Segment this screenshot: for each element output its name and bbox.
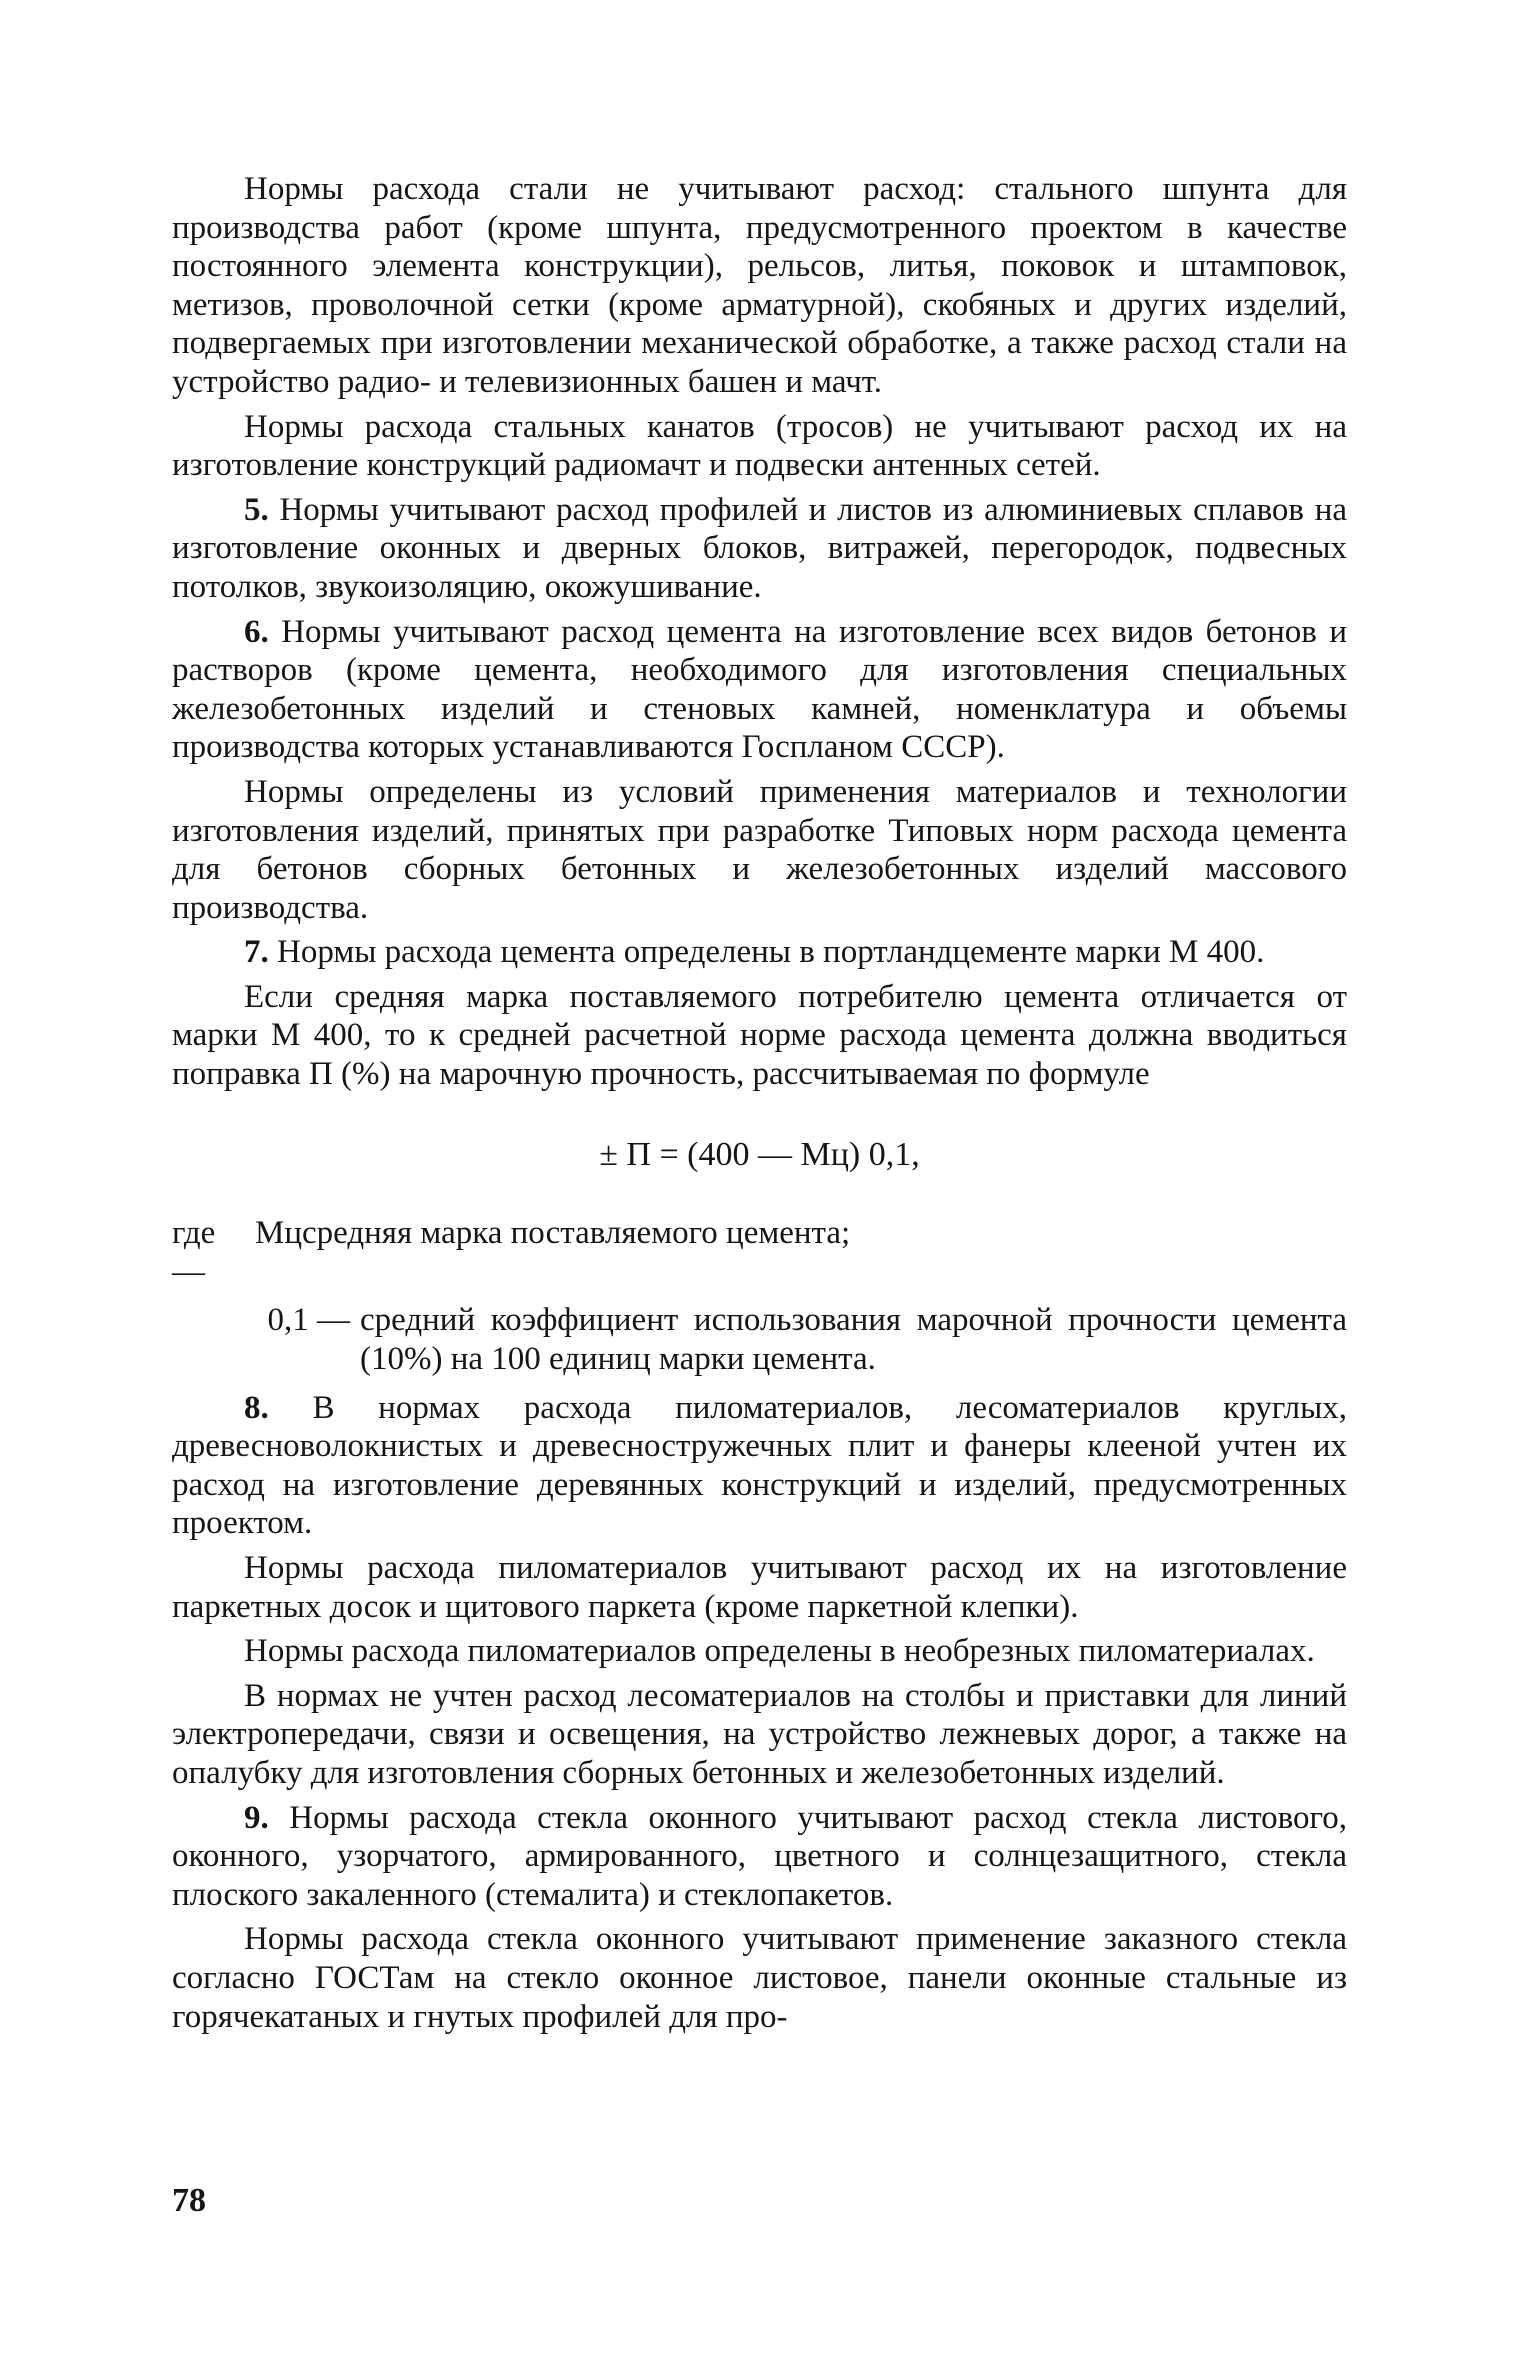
definition-row [172,1214,1347,1291]
definition-text: средний коэффициент использования марочной прочности цемента (10%) на 100 единиц марки цемента. [360,1302,1347,1378]
item-number: 7. [244,934,269,971]
numbered-paragraph [172,613,1347,767]
paragraph: Нормы расхода стали не учитывают расход: стального шпунта для производства работ (кроме шпунта, предусмотренного проектом в качестве постоянного элемента конструкции), рельсов, литья, поковок и штамповок, метизов, проволочной сетки (кроме арматурной), скобяных и других изделий, подвергаемых при изготовлении механической обработке, а также расход стали на устройство радио- и телевизионных башен и мачт. [172,171,1347,400]
definition-term: 0,1 — [267,1302,350,1339]
item-number: 5. [244,491,269,528]
item-number: 8. [244,1389,269,1426]
paragraph: Нормы расхода стальных канатов (тросов) не учитывают расход их на изготовление конструкций радиомачт и подвески антенных сетей. [172,408,1347,484]
definition-term: где Мц — [172,1215,302,1290]
paragraph-text: Нормы учитывают расход профилей и листов из алюминиевых сплавов на изготовление оконных и дверных блоков, витражей, перегородок, подвесных потолков, звукоизоляцию, окожушивание. [172,491,1348,605]
page-number: 78 [172,2182,206,2219]
numbered-paragraph [172,1799,1347,1915]
paragraph: В нормах не учтен расход лесоматериалов на столбы и приставки для линий электропередачи, связи и освещения, на устройство лежневых дорог, а также на опалубку для изготовления сборных бетонных и железобетонных изделий. [172,1677,1347,1791]
paragraph: Нормы расхода пиломатериалов определены в необрезных пиломатериалах. [244,1633,1315,1670]
numbered-paragraph [172,933,1347,972]
numbered-paragraph [172,1389,1347,1543]
paragraph-text: Нормы расхода стекла оконного учитывают расход стекла листового, оконного, узорчатого, армированного, цветного и солнцезащитного, стекла плоского закаленного (стемалита) и стеклопакетов. [172,1799,1347,1913]
definition-row [172,1301,1347,1378]
formula: ± П = (400 — Мц) 0,1, [599,1135,920,1173]
paragraph: Если средняя марка поставляемого потребителю цемента отличается от марки М 400, то к средней расчетной норме расхода цемента должна вводиться поправка П (%) на марочную прочность, рассчитываемая по формуле [172,978,1347,1093]
item-number: 9. [244,1799,269,1836]
paragraph: Нормы расхода пиломатериалов учитывают расход их на изготовление паркетных досок и щитового паркета (кроме паркетной клепки). [172,1550,1347,1625]
numbered-paragraph [172,491,1347,607]
paragraph-text: Нормы учитывают расход цемента на изготовление всех видов бетонов и растворов (кроме цемента, необходимого для изготовления специальных железобетонных изделий и стеновых камней, номенклатура и объемы производства которых устанавливаются Госпланом СССР). [172,613,1347,766]
paragraph-text: В нормах расхода пиломатериалов, лесоматериалов круглых, древесноволокнистых и древесностружечных плит и фанеры клееной учтен их расход на изготовление деревянных конструкций и изделий, предусмотренных проектом. [172,1389,1348,1542]
definition-text: средняя марка поставляемого цемента; [302,1215,851,1252]
paragraph: Нормы расхода стекла оконного учитывают применение заказного стекла согласно ГОСТам на стекло оконное листовое, панели оконные стальные из горячекатаных и гнутых профилей для про- [172,1921,1347,2035]
paragraph-text: Нормы расхода цемента определены в портландцементе марки М 400. [277,934,1265,971]
item-number: 6. [244,613,269,650]
paragraph: Нормы определены из условий применения материалов и технологии изготовления изделий, принятых при разработке Типовых норм расхода цемента для бетонов сборных бетонных и железобетонных изделий массового производства. [172,773,1347,926]
document-page [172,170,1347,2042]
